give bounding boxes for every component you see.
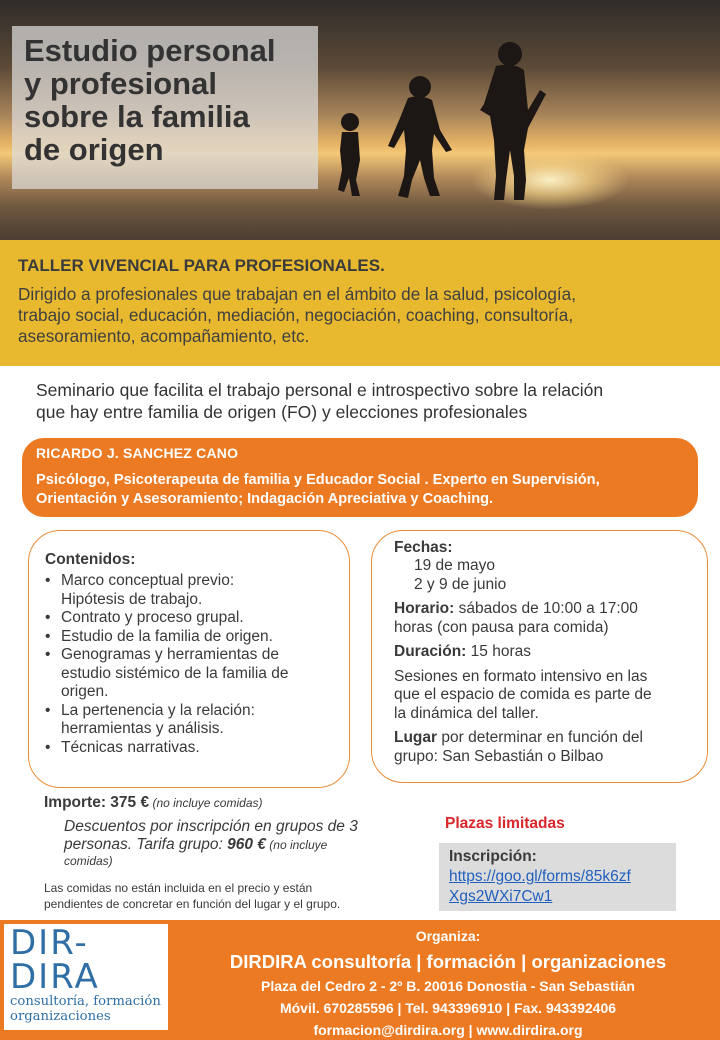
price-note: (no incluye comidas)	[149, 796, 263, 810]
discount-line: Descuentos por inscripción en grupos de 3	[64, 818, 358, 835]
speaker-box	[22, 438, 698, 517]
location-line-2: grupo: San Sebastián o Bilbao	[394, 747, 604, 765]
seminar-intro	[36, 379, 706, 423]
list-item	[45, 609, 339, 628]
meals-note	[44, 880, 404, 912]
organizer-phones: Móvil. 670285596 | Tel. 943396910 | Fax. 943392406	[279, 1000, 617, 1016]
schedule-line	[394, 600, 697, 619]
group-price: 960 €	[227, 836, 266, 853]
audience-band	[0, 240, 720, 366]
logo-tagline: organizaciones	[10, 1009, 111, 1024]
list-item-line: • Marco conceptual previo:	[61, 572, 235, 589]
location-line	[394, 729, 697, 748]
duration-line	[394, 643, 697, 662]
speaker-desc-line: Orientación y Asesoramiento; Indagación Apreciativa y Coaching.	[36, 491, 494, 507]
date-line: 19 de mayo	[414, 557, 495, 574]
audience-line: trabajo social, educación, mediación, negociación, coaching, consultoría,	[18, 305, 574, 325]
list-item	[45, 702, 339, 739]
schedule-value: sábados de 10:00 a 17:00	[454, 600, 638, 617]
organizer-name: DIRDIRA consultoría | formación | organizaciones	[229, 951, 667, 972]
organizer-label: Organiza:	[415, 928, 481, 944]
discount-note-line: comidas)	[64, 854, 113, 868]
registration-link[interactable]	[449, 868, 631, 905]
schedule-box	[371, 530, 708, 783]
list-item-line: Hipótesis de trabajo.	[61, 590, 203, 608]
speaker-name: RICARDO J. SANCHEZ CANO	[36, 445, 239, 461]
audience-line: Dirigido a profesionales que trabajan en el ámbito de la salud, psicología,	[18, 284, 576, 304]
meals-note-line: pendientes de concretar en función del lugar y el grupo.	[44, 897, 341, 911]
sessions-line: la dinámica del taller.	[394, 704, 539, 722]
page-title-line: sobre la familia	[24, 99, 250, 134]
list-item	[45, 739, 339, 758]
list-item-line: • Estudio de la familia de origen.	[61, 627, 273, 645]
discount-text	[64, 818, 404, 868]
dirdira-logo	[4, 924, 168, 1030]
list-item	[45, 572, 339, 609]
discount-line	[64, 836, 404, 854]
organizer-web[interactable]: formacion@dirdira.org | www.dirdira.org	[313, 1022, 583, 1038]
list-item	[45, 646, 339, 702]
organizer-address: Plaza del Cedro 2 - 2º B. 20016 Donostia - San Sebastián	[261, 978, 635, 994]
schedule-line-2: horas (con pausa para comida)	[394, 618, 609, 636]
list-item-line: • Contrato y proceso grupal.	[61, 609, 244, 626]
dates-title: Fechas:	[394, 539, 453, 556]
list-item-line: origen.	[61, 683, 109, 700]
list-item-line: estudio sistémico de la familia de	[61, 664, 289, 682]
schedule-label: Horario:	[394, 600, 455, 617]
location-value: por determinar en función del	[437, 729, 643, 746]
registration-link-line[interactable]: Xgs2WXi7Cw1	[449, 888, 553, 905]
speaker-description	[36, 471, 684, 509]
audience-text	[18, 284, 702, 347]
registration-link-line[interactable]: https://goo.gl/forms/85k6zf	[449, 868, 631, 885]
date-line: 2 y 9 de junio	[414, 575, 507, 593]
list-item-line: herramientas y análisis.	[61, 720, 224, 737]
list-item-line: • La pertenencia y la relación:	[61, 701, 255, 719]
audience-line: asesoramiento, acompañamiento, etc.	[18, 326, 310, 346]
logo-text: DIRA	[10, 957, 100, 997]
page-title-line: de origen	[24, 132, 164, 167]
location-label: Lugar	[394, 729, 438, 746]
logo-tagline: consultoría, formación	[10, 994, 161, 1009]
price-line	[44, 794, 263, 812]
contents-title: Contenidos:	[45, 551, 136, 568]
list-item-line: • Técnicas narrativas.	[61, 738, 200, 756]
registration-box	[439, 843, 676, 911]
hero-photo	[0, 0, 720, 240]
limited-places: Plazas limitadas	[445, 815, 565, 832]
speaker-desc-line: Psicólogo, Psicoterapeuta de familia y Educador Social . Experto en Supervisión,	[36, 472, 600, 488]
duration-label: Duración:	[394, 643, 467, 660]
organizer-info	[178, 927, 718, 1040]
footer	[0, 920, 720, 1040]
contents-box	[28, 530, 350, 788]
logo-text: DIR-	[10, 923, 89, 963]
list-item-line: • Genogramas y herramientas de	[61, 646, 279, 663]
contents-list	[45, 572, 339, 757]
list-item	[45, 628, 339, 647]
registration-title: Inscripción:	[449, 848, 537, 865]
meals-note-line: Las comidas no están incluida en el precio y están	[44, 881, 313, 895]
workshop-heading: TALLER VIVENCIAL PARA PROFESIONALES.	[18, 256, 385, 275]
page-title-line: Estudio personal	[24, 33, 276, 68]
discount-text-part: personas. Tarifa grupo:	[64, 836, 228, 853]
intro-line: que hay entre familia de origen (FO) y elecciones profesionales	[36, 402, 528, 422]
sessions-line: que el espacio de comida es parte de	[394, 686, 652, 703]
title-box	[12, 26, 318, 189]
duration-value: 15 horas	[466, 643, 531, 660]
intro-line: Seminario que facilita el trabajo personal e introspectivo sobre la relación	[36, 380, 604, 400]
discount-note: (no incluye	[265, 838, 328, 852]
page-title-line: y profesional	[24, 66, 217, 101]
price-label: Importe: 375 €	[44, 794, 150, 811]
sessions-line: Sesiones en formato intensivo en las	[394, 667, 648, 685]
